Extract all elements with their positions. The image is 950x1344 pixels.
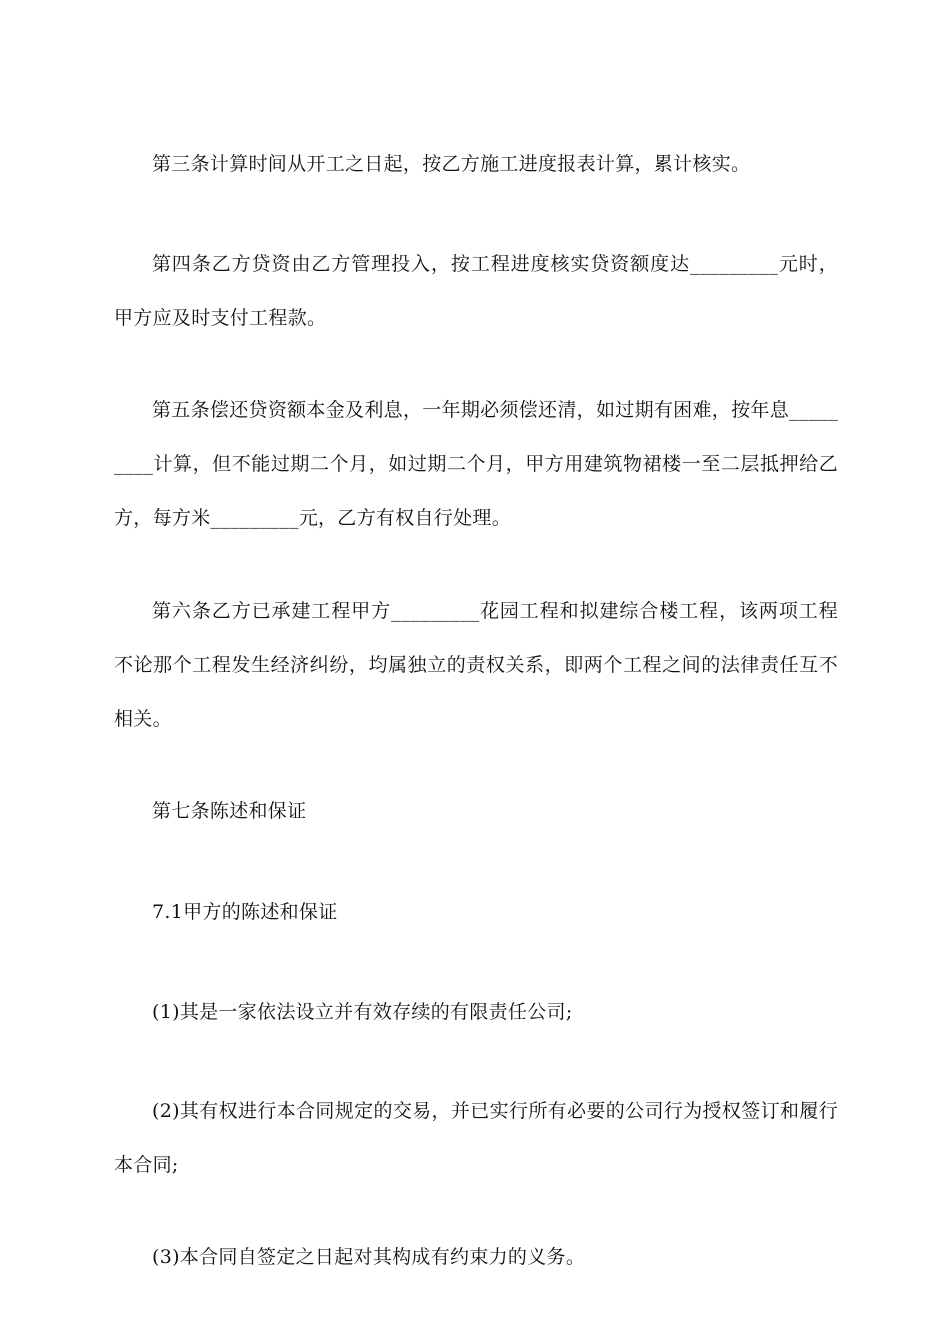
warranty-item-1: (1)其是一家依法设立并有效存续的有限责任公司; [152, 1001, 573, 1023]
clause-3-paragraph: 第三条计算时间从开工之日起，按乙方施工进度报表计算，累计核实。 [152, 153, 751, 175]
section-7-1-heading: 7.1甲方的陈述和保证 [152, 901, 338, 923]
warranty-item-3: (3)本合同自签定之日起对其构成有约束力的义务。 [152, 1246, 586, 1268]
clause-7-heading: 第七条陈述和保证 [152, 800, 307, 822]
clause-4-paragraph: 第四条乙方贷资由乙方管理投入，按工程进度核实贷资额度达_________元时，甲方应及时支付工程款。 [114, 253, 838, 329]
clause-5-paragraph: 第五条偿还贷资额本金及利息，一年期必须偿还清，如过期有困难，按年息_________计算，但不能过期二个月，如过期二个月，甲方用建筑物裙楼一至二层抵押给乙方，每方米_________元，乙方有权自行处理。 [114, 399, 838, 529]
clause-6-paragraph: 第六条乙方已承建工程甲方_________花园工程和拟建综合楼工程，该两项工程不论那个工程发生经济纠纷，均属独立的责权关系，即两个工程之间的法律责任互不相关。 [114, 600, 838, 730]
warranty-item-2: (2)其有权进行本合同规定的交易，并已实行所有必要的公司行为授权签订和履行本合同; [114, 1100, 838, 1176]
